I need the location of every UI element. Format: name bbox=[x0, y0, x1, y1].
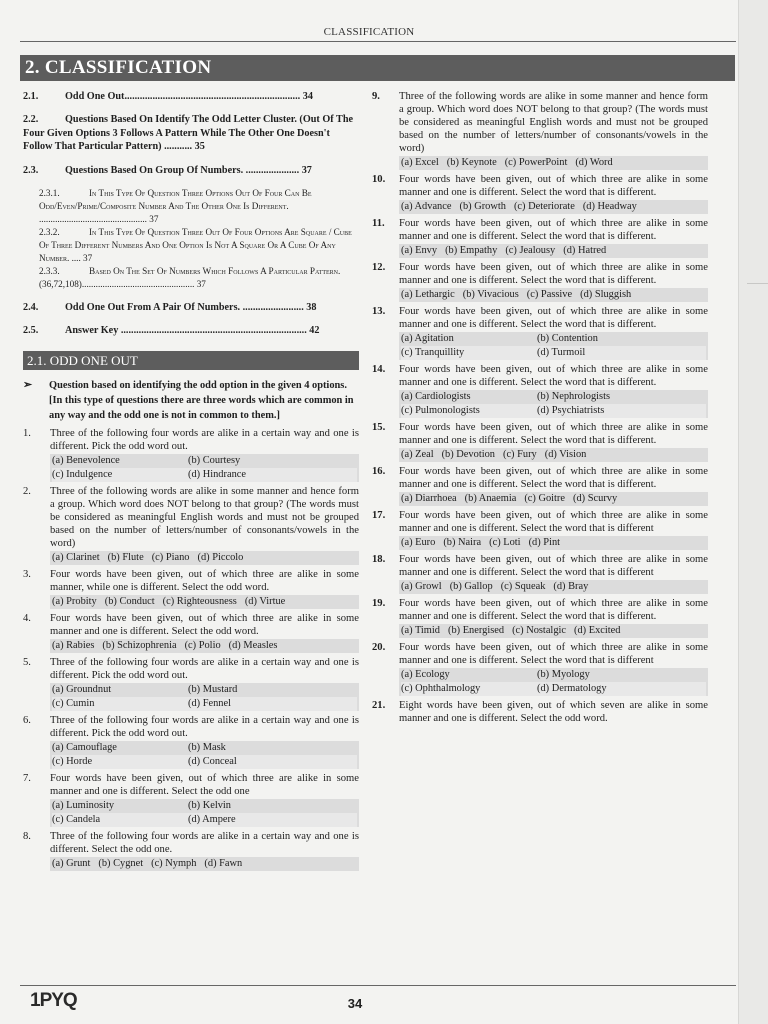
option: (d) Scurvy bbox=[573, 493, 618, 504]
options-grid bbox=[399, 390, 708, 418]
option: (b) Schizophrenia bbox=[102, 639, 177, 651]
question-number: 4. bbox=[23, 612, 31, 624]
toc-entry-number: 2.3.1. bbox=[39, 187, 60, 198]
option: (b) Conduct bbox=[104, 595, 155, 607]
option: (b) Mask bbox=[188, 741, 226, 753]
option: (d) Vision bbox=[544, 449, 587, 460]
options-row bbox=[399, 200, 708, 214]
left-column bbox=[23, 90, 359, 874]
options-grid bbox=[50, 454, 359, 482]
question-text: Four words have been given, out of which three are alike in some manner and one is different. Select the word that is different. bbox=[399, 218, 708, 242]
option: (c) Loti bbox=[489, 537, 521, 548]
question-body bbox=[399, 421, 708, 462]
options-row bbox=[399, 156, 708, 170]
option: (c) Squeak bbox=[500, 581, 546, 592]
question-body bbox=[399, 641, 708, 696]
option: (c) Pulmonologists bbox=[401, 404, 537, 418]
question-text: Four words have been given, out of which three are alike in some manner and one is different. Select the word that is different bbox=[399, 510, 708, 534]
option: (a) Rabies bbox=[52, 639, 95, 651]
question-body bbox=[399, 363, 708, 418]
question-item bbox=[372, 553, 708, 594]
option: (a) Ecology bbox=[401, 669, 450, 680]
option: (d) Conceal bbox=[188, 755, 357, 769]
option: (c) Ophthalmology bbox=[401, 682, 537, 696]
question-body bbox=[50, 568, 359, 609]
option: (d) Ampere bbox=[188, 813, 357, 827]
question-item bbox=[23, 772, 359, 827]
question-item bbox=[372, 597, 708, 638]
question-text: Three of the following four words are alike in a certain way and one is different. Select the odd one. bbox=[50, 830, 359, 855]
options-row bbox=[50, 639, 359, 653]
options-row bbox=[399, 448, 708, 462]
question-number: 7. bbox=[23, 772, 31, 784]
question-text: Four words have been given, out of which three are alike in some manner and one is different. Select the word that is different bbox=[399, 554, 708, 578]
option: (a) Agitation bbox=[401, 333, 454, 344]
question-item bbox=[23, 427, 359, 482]
question-item bbox=[23, 714, 359, 769]
question-text: Three of the following words are alike in some manner and hence form a group. Which word does NOT belong to that group? (The words must be considered as meaningful English words and must not be grouped based on the number of letters/number of consonants/vowels in the word) bbox=[399, 91, 708, 154]
question-text: Four words have been given, out of which three are alike in some manner and one is different. Select the odd word. bbox=[50, 612, 359, 637]
option: (a) Groundnut bbox=[52, 683, 112, 695]
option: (b) Nephrologists bbox=[537, 391, 611, 402]
question-item bbox=[372, 90, 708, 170]
question-body bbox=[399, 173, 708, 214]
options-row bbox=[399, 244, 708, 258]
option: (d) Hatred bbox=[563, 245, 607, 256]
option: (b) Flute bbox=[107, 551, 144, 563]
question-number: 13. bbox=[372, 306, 386, 317]
table-of-contents bbox=[23, 90, 359, 337]
question-item bbox=[23, 656, 359, 711]
question-body bbox=[399, 597, 708, 638]
question-text: Three of the following four words are alike in a certain way and one is different. Pick the odd word out. bbox=[50, 656, 359, 681]
option: (d) Fawn bbox=[204, 857, 243, 869]
question-body bbox=[399, 305, 708, 360]
option: (b) Energised bbox=[447, 625, 505, 636]
option: (d) Excited bbox=[574, 625, 621, 636]
option: (b) Mustard bbox=[188, 683, 238, 695]
question-number: 15. bbox=[372, 422, 386, 433]
page-edge-strip bbox=[738, 0, 768, 1024]
question-text: Four words have been given, out of which three are alike in some manner and one is different. Select the word that is different. bbox=[399, 598, 708, 622]
option: (c) Nymph bbox=[151, 857, 197, 869]
question-body bbox=[50, 612, 359, 653]
toc-entry-text: Questions Based On Group Of Numbers. ..................... 37 bbox=[65, 164, 312, 176]
option: (a) Luminosity bbox=[52, 799, 115, 811]
option: (a) Benevolence bbox=[52, 454, 120, 466]
options-grid bbox=[399, 668, 708, 696]
question-body bbox=[50, 830, 359, 871]
right-column bbox=[372, 90, 708, 728]
intro-text: Question based on identifying the odd option in the given 4 options. [In this type of questions there are three words which are common in any way and the odd one is not in common to them.] bbox=[49, 379, 354, 421]
toc-subentry bbox=[23, 226, 359, 265]
option: (c) Righteousness bbox=[162, 595, 237, 607]
options-row bbox=[50, 857, 359, 871]
option: (d) Measles bbox=[228, 639, 278, 651]
bottom-rule bbox=[20, 985, 736, 986]
question-item bbox=[372, 421, 708, 462]
question-item bbox=[372, 699, 708, 725]
option: (d) Psychiatrists bbox=[537, 404, 706, 418]
running-head: CLASSIFICATION bbox=[323, 26, 415, 38]
question-number: 21. bbox=[372, 700, 386, 711]
question-body bbox=[399, 553, 708, 594]
question-number: 19. bbox=[372, 598, 386, 609]
option: (a) Diarrhoea bbox=[401, 493, 457, 504]
option: (d) Bray bbox=[553, 581, 589, 592]
edge-mark bbox=[747, 283, 768, 284]
option: (a) Zeal bbox=[401, 449, 434, 460]
toc-entry-number: 2.2. bbox=[23, 114, 39, 125]
question-body bbox=[50, 485, 359, 565]
option: (a) Excel bbox=[401, 157, 439, 168]
toc-entry bbox=[23, 301, 359, 314]
question-body bbox=[399, 261, 708, 302]
toc-entry-text: Based On The Set Of Numbers Which Follows A Particular Pattern. (36,72,108)................................................. 37 bbox=[39, 265, 341, 289]
options-grid bbox=[399, 332, 708, 360]
toc-entry bbox=[23, 90, 359, 103]
question-item bbox=[372, 363, 708, 418]
question-text: Four words have been given, out of which three are alike in some manner and one is different. Select the odd one bbox=[50, 772, 359, 797]
question-number: 18. bbox=[372, 554, 386, 565]
question-number: 1. bbox=[23, 427, 31, 439]
option: (c) Deteriorate bbox=[513, 201, 575, 212]
arrow-bullet-icon: ➢ bbox=[23, 378, 33, 391]
question-text: Four words have been given, out of which three are alike in some manner and one is different. Select the word that is different. bbox=[399, 422, 708, 446]
chapter-title: 2. CLASSIFICATION bbox=[25, 57, 212, 78]
option: (b) Naira bbox=[443, 537, 482, 548]
option: (d) Piccolo bbox=[197, 551, 244, 563]
options-grid bbox=[50, 741, 359, 769]
option: (c) Fury bbox=[502, 449, 537, 460]
toc-entry-number: 2.3. bbox=[23, 164, 39, 176]
top-rule bbox=[20, 41, 736, 42]
toc-entry-number: 2.1. bbox=[23, 91, 39, 102]
option: (c) Goitre bbox=[524, 493, 566, 504]
option: (d) Sluggish bbox=[580, 289, 632, 300]
toc-entry-number: 2.3.2. bbox=[39, 226, 60, 237]
question-body bbox=[399, 90, 708, 170]
option: (a) Euro bbox=[401, 537, 436, 548]
question-text: Three of the following four words are alike in a certain way and one is different. Pick the odd word out. bbox=[50, 714, 359, 739]
question-body bbox=[399, 465, 708, 506]
question-item bbox=[23, 830, 359, 871]
publisher-logo: 1PYQ bbox=[30, 990, 77, 1011]
option: (c) Horde bbox=[52, 755, 188, 769]
option: (a) Clarinet bbox=[52, 551, 100, 563]
option: (c) Passive bbox=[526, 289, 573, 300]
option: (a) Grunt bbox=[52, 857, 91, 869]
option: (c) Tranquillity bbox=[401, 346, 537, 360]
option: (a) Envy bbox=[401, 245, 438, 256]
toc-entry-text: Questions Based On Identify The Odd Letter Cluster. (Out Of The Four Given Options 3 Follows A Pattern While The Other One Doesn't Follow That Particular Pattern) ........... 35 bbox=[23, 114, 354, 152]
option: (b) Myology bbox=[537, 669, 590, 680]
toc-entry-text: In This Type Of Question Three Out Of Four Options Are Square / Cube Of Three Different Numbers And One Option Is Not A Square Or A Cube Of Any Number. .... 37 bbox=[39, 226, 352, 263]
question-text: Four words have been given, out of which three are alike in some manner and one is different. Select the word that is different. bbox=[399, 306, 708, 330]
option: (b) Empathy bbox=[445, 245, 498, 256]
question-number: 9. bbox=[372, 91, 380, 102]
question-text: Four words have been given, out of which three are alike in some manner and one is different. Select the word that is different. bbox=[399, 466, 708, 490]
option: (a) Growl bbox=[401, 581, 442, 592]
toc-entry-number: 2.4. bbox=[23, 301, 39, 313]
question-text: Three of the following four words are alike in a certain way and one is different. Pick the odd word out. bbox=[50, 427, 359, 452]
question-body bbox=[50, 714, 359, 769]
option: (c) Candela bbox=[52, 813, 188, 827]
option: (b) Kelvin bbox=[188, 799, 231, 811]
options-grid bbox=[50, 799, 359, 827]
toc-entry-number: 2.3.3. bbox=[39, 265, 60, 276]
toc-entry bbox=[23, 113, 359, 154]
question-number: 2. bbox=[23, 485, 31, 497]
question-number: 10. bbox=[372, 174, 386, 185]
question-number: 5. bbox=[23, 656, 31, 668]
option: (b) Contention bbox=[537, 333, 598, 344]
toc-subentry bbox=[23, 265, 359, 291]
question-text: Eight words have been given, out of which seven are alike in some manner and one is different. Select the odd word. bbox=[399, 700, 708, 724]
toc-entry-text: In This Type Of Question Three Options Out Of Four Can Be Odd/Even/Prime/Composite Number And The Other One Is Different. ............................................... 37 bbox=[39, 187, 312, 224]
option: (d) Headway bbox=[582, 201, 637, 212]
options-row bbox=[50, 595, 359, 609]
toc-entry-text: Odd One Out..................................................................... 34 bbox=[65, 91, 313, 102]
question-item bbox=[23, 612, 359, 653]
toc-entry bbox=[23, 164, 359, 177]
option: (c) Jealousy bbox=[505, 245, 556, 256]
option: (c) Piano bbox=[151, 551, 190, 563]
question-number: 16. bbox=[372, 466, 386, 477]
question-item bbox=[372, 509, 708, 550]
options-row bbox=[399, 492, 708, 506]
section-intro bbox=[23, 378, 359, 423]
question-text: Four words have been given, out of which three are alike in some manner, while one is different. Select the odd word. bbox=[50, 568, 359, 593]
option: (a) Cardiologists bbox=[401, 391, 471, 402]
question-list-right bbox=[372, 90, 708, 725]
option: (d) Fennel bbox=[188, 697, 357, 711]
options-grid bbox=[50, 683, 359, 711]
toc-entry bbox=[23, 324, 359, 337]
options-row bbox=[399, 288, 708, 302]
toc-entry-text: Answer Key ......................................................................... 42 bbox=[65, 324, 320, 336]
question-item bbox=[23, 485, 359, 565]
option: (c) Nostalgic bbox=[512, 625, 567, 636]
question-item bbox=[372, 217, 708, 258]
toc-entry-number: 2.5. bbox=[23, 324, 39, 336]
question-number: 17. bbox=[372, 510, 386, 521]
page-number: 34 bbox=[347, 996, 363, 1011]
option: (d) Virtue bbox=[244, 595, 286, 607]
option: (b) Keynote bbox=[446, 157, 497, 168]
question-item bbox=[372, 305, 708, 360]
option: (c) Polio bbox=[184, 639, 221, 651]
toc-subentry bbox=[23, 187, 359, 226]
options-row bbox=[399, 624, 708, 638]
question-body bbox=[50, 427, 359, 482]
question-number: 11. bbox=[372, 218, 385, 229]
option: (d) Pint bbox=[528, 537, 561, 548]
option: (a) Advance bbox=[401, 201, 452, 212]
question-body bbox=[399, 509, 708, 550]
options-row bbox=[399, 536, 708, 550]
option: (a) Probity bbox=[52, 595, 97, 607]
option: (b) Cygnet bbox=[98, 857, 144, 869]
question-text: Four words have been given, out of which three are alike in some manner and one is different. Select the word that is different bbox=[399, 642, 708, 666]
question-item bbox=[372, 261, 708, 302]
question-body bbox=[399, 699, 708, 725]
option: (b) Vivacious bbox=[462, 289, 519, 300]
options-row bbox=[399, 580, 708, 594]
question-item bbox=[372, 173, 708, 214]
question-body bbox=[50, 656, 359, 711]
option: (a) Camouflage bbox=[52, 741, 117, 753]
question-body bbox=[399, 217, 708, 258]
option: (d) Turmoil bbox=[537, 346, 706, 360]
toc-entry-text: Odd One Out From A Pair Of Numbers. ........................ 38 bbox=[65, 301, 317, 313]
question-text: Four words have been given, out of which three are alike in some manner and one is different. Select the word that is different. bbox=[399, 364, 708, 388]
option: (d) Hindrance bbox=[188, 468, 357, 482]
option: (c) PowerPoint bbox=[504, 157, 568, 168]
option: (d) Dermatology bbox=[537, 682, 706, 696]
question-text: Three of the following words are alike in some manner and hence form a group. Which word does NOT belong to that group? (The words must be considered as meaningful English words and must not be grouped based on the number of letters/number of consonants/vowels in the word) bbox=[50, 485, 359, 549]
question-item bbox=[372, 465, 708, 506]
question-number: 20. bbox=[372, 642, 386, 653]
option: (d) Word bbox=[575, 157, 613, 168]
question-number: 3. bbox=[23, 568, 31, 580]
option: (b) Devotion bbox=[441, 449, 495, 460]
chapter-banner bbox=[20, 55, 735, 81]
section-heading: 2.1. ODD ONE OUT bbox=[23, 351, 359, 370]
option: (b) Anaemia bbox=[464, 493, 517, 504]
question-number: 8. bbox=[23, 830, 31, 842]
question-text: Four words have been given, out of which three are alike in some manner and one is different. Select the word that is different. bbox=[399, 174, 708, 198]
question-body bbox=[50, 772, 359, 827]
question-item bbox=[23, 568, 359, 609]
question-text: Four words have been given, out of which three are alike in some manner and one is different. Select the word that is different. bbox=[399, 262, 708, 286]
question-list-left bbox=[23, 427, 359, 871]
option: (c) Cumin bbox=[52, 697, 188, 711]
option: (a) Timid bbox=[401, 625, 440, 636]
question-number: 12. bbox=[372, 262, 386, 273]
question-item bbox=[372, 641, 708, 696]
question-number: 6. bbox=[23, 714, 31, 726]
option: (b) Growth bbox=[459, 201, 506, 212]
option: (a) Lethargic bbox=[401, 289, 455, 300]
question-number: 14. bbox=[372, 364, 386, 375]
option: (b) Gallop bbox=[449, 581, 493, 592]
option: (b) Courtesy bbox=[188, 454, 241, 466]
option: (c) Indulgence bbox=[52, 468, 188, 482]
options-row bbox=[50, 551, 359, 565]
